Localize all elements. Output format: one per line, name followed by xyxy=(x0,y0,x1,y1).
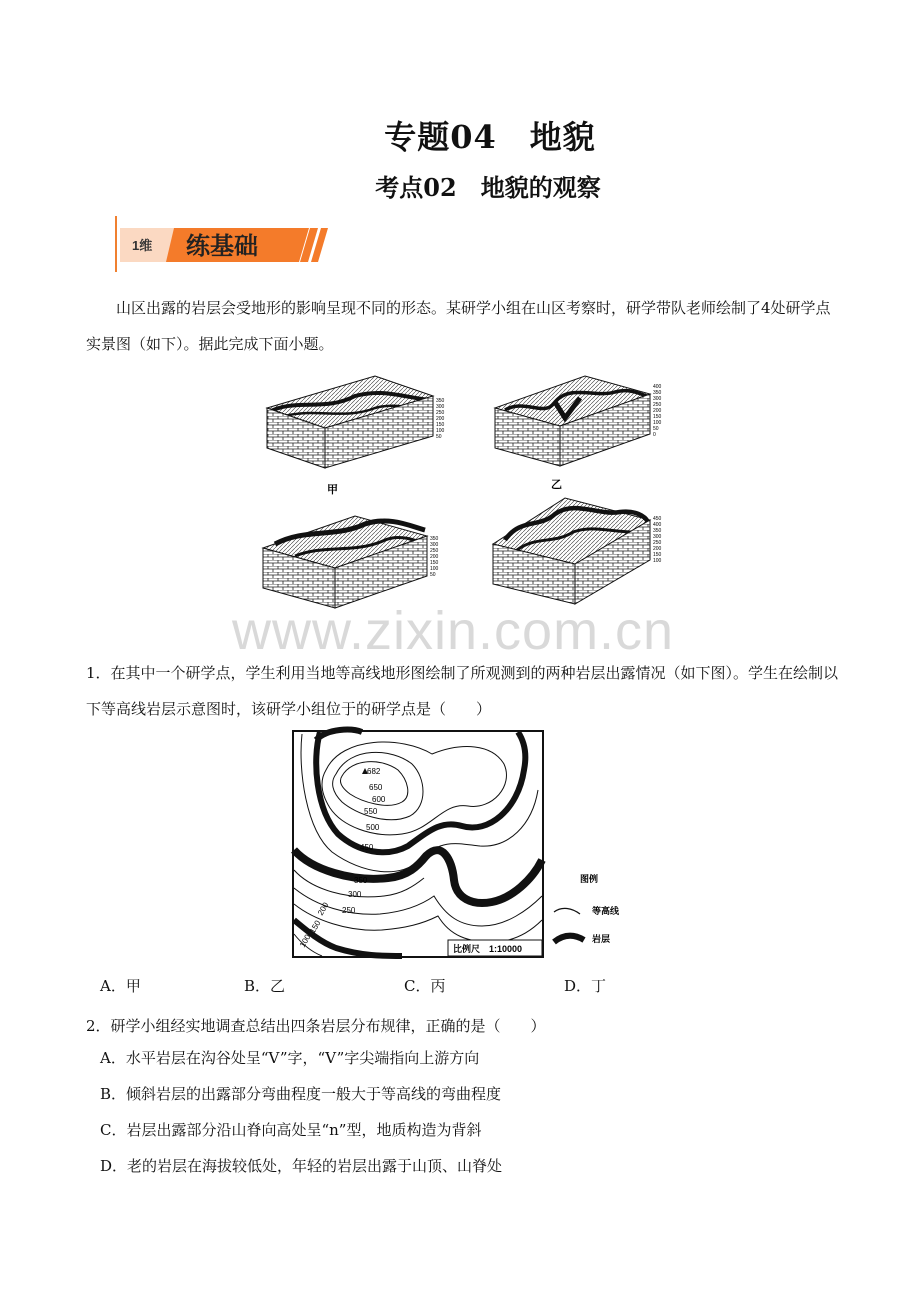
bing-scale-0: 350 xyxy=(430,536,439,542)
contour-label-450: 450 xyxy=(360,843,374,852)
ding-scale-4: 250 xyxy=(653,540,662,546)
jia-scale-2: 250 xyxy=(436,410,445,416)
ding-scale-3: 300 xyxy=(653,534,662,540)
question-2-text: 2．研学小组经实地调查总结出四条岩层分布规律，正确的是（ ） xyxy=(86,1017,546,1035)
contour-label-150: 150 xyxy=(307,918,323,935)
jia-scale-6: 50 xyxy=(436,434,442,440)
yi-scale-3: 250 xyxy=(653,402,662,408)
q1-option-a[interactable]: A．甲 xyxy=(100,977,141,995)
contour-label-550: 550 xyxy=(364,807,378,816)
contour-label-300: 300 xyxy=(348,890,362,899)
q1-option-c[interactable]: C．丙 xyxy=(404,977,446,995)
ding-scale-0: 450 xyxy=(653,516,662,522)
yi-scale-1: 350 xyxy=(653,390,662,396)
legend-rock-label: 岩层 xyxy=(592,934,611,944)
ding-scale-5: 200 xyxy=(653,546,662,552)
ding-scale-6: 150 xyxy=(653,552,662,558)
diagram-yi xyxy=(495,376,662,491)
label-yi: 乙 xyxy=(551,479,562,491)
contour-label-600: 600 xyxy=(372,795,386,804)
jia-scale-1: 300 xyxy=(436,404,445,410)
q1-option-b[interactable]: B．乙 xyxy=(244,977,286,995)
question-1 xyxy=(86,655,846,727)
contour-label-250: 250 xyxy=(342,906,356,915)
page-title: 专题04 地貌 xyxy=(384,118,596,156)
section-banner xyxy=(114,214,334,274)
legend-title: 图例 xyxy=(580,874,599,884)
q2-option-d[interactable]: D．老的岩层在海拔较低处，年轻的岩层出露于山顶、山脊处 xyxy=(100,1157,503,1175)
contour-label-500: 500 xyxy=(366,823,380,832)
jia-scale-4: 150 xyxy=(436,422,445,428)
q2-option-a[interactable]: A．水平岩层在沟谷处呈“V”字，“V”字尖端指向上游方向 xyxy=(100,1049,480,1067)
question-1-options xyxy=(100,975,800,1003)
question-2 xyxy=(86,1012,846,1184)
ding-scale-7: 100 xyxy=(653,558,662,564)
yi-scale-4: 200 xyxy=(653,408,662,414)
q1-option-d[interactable]: D．丁 xyxy=(564,977,607,995)
ding-scale-1: 400 xyxy=(653,522,662,528)
intro-text: 山区出露的岩层会受地形的影响呈现不同的形态。某研学小组在山区考察时，研学带队老师绘制了4处研学点实景图（如下）。据此完成下面小题。 xyxy=(86,299,831,353)
contour-label-100: 100 xyxy=(297,932,313,949)
contour-scale: 比例尺 1:10000 xyxy=(453,944,523,954)
bing-scale-2: 250 xyxy=(430,548,439,554)
contour-legend xyxy=(554,873,620,944)
label-jia: 甲 xyxy=(327,484,338,496)
bing-scale-5: 100 xyxy=(430,566,439,572)
yi-scale-7: 50 xyxy=(653,426,659,432)
jia-scale-3: 200 xyxy=(436,416,445,422)
ding-scale-2: 350 xyxy=(653,528,662,534)
block-diagrams-figure xyxy=(255,368,675,618)
contour-label-650: 650 xyxy=(369,783,383,792)
contour-peak: 682 xyxy=(367,767,381,776)
contour-label-350: 350 xyxy=(354,876,368,885)
yi-scale-8: 0 xyxy=(653,432,656,438)
banner-tag: 1维 xyxy=(132,238,153,253)
bing-scale-3: 200 xyxy=(430,554,439,560)
yi-scale-0: 400 xyxy=(653,384,662,390)
yi-scale-5: 150 xyxy=(653,414,662,420)
yi-scale-6: 100 xyxy=(653,420,662,426)
yi-scale-2: 300 xyxy=(653,396,662,402)
intro-paragraph xyxy=(86,290,836,362)
q2-option-c[interactable]: C．岩层出露部分沿山脊向高处呈“n”型，地质构造为背斜 xyxy=(100,1121,482,1139)
contour-label-200: 200 xyxy=(315,900,331,917)
question-1-text: 1．在其中一个研学点，学生利用当地等高线地形图绘制了所观测到的两种岩层出露情况（如下图）。学生在绘制以下等高线岩层示意图时，该研学小组位于的研学点是（ ） xyxy=(86,664,839,718)
page-subtitle: 考点02 地貌的观察 xyxy=(375,173,601,202)
bing-scale-1: 300 xyxy=(430,542,439,548)
watermark: www.zixin.com.cn xyxy=(232,601,675,661)
jia-scale-5: 100 xyxy=(436,428,445,434)
bing-scale-6: 50 xyxy=(430,572,436,578)
banner-label: 练基础 xyxy=(186,233,258,260)
legend-contour-label: 等高线 xyxy=(592,906,620,916)
contour-map xyxy=(292,730,620,958)
bing-scale-4: 150 xyxy=(430,560,439,566)
q2-option-b[interactable]: B．倾斜岩层的出露部分弯曲程度一般大于等高线的弯曲程度 xyxy=(100,1085,502,1103)
jia-scale-0: 350 xyxy=(436,398,445,404)
diagram-jia xyxy=(267,376,445,496)
